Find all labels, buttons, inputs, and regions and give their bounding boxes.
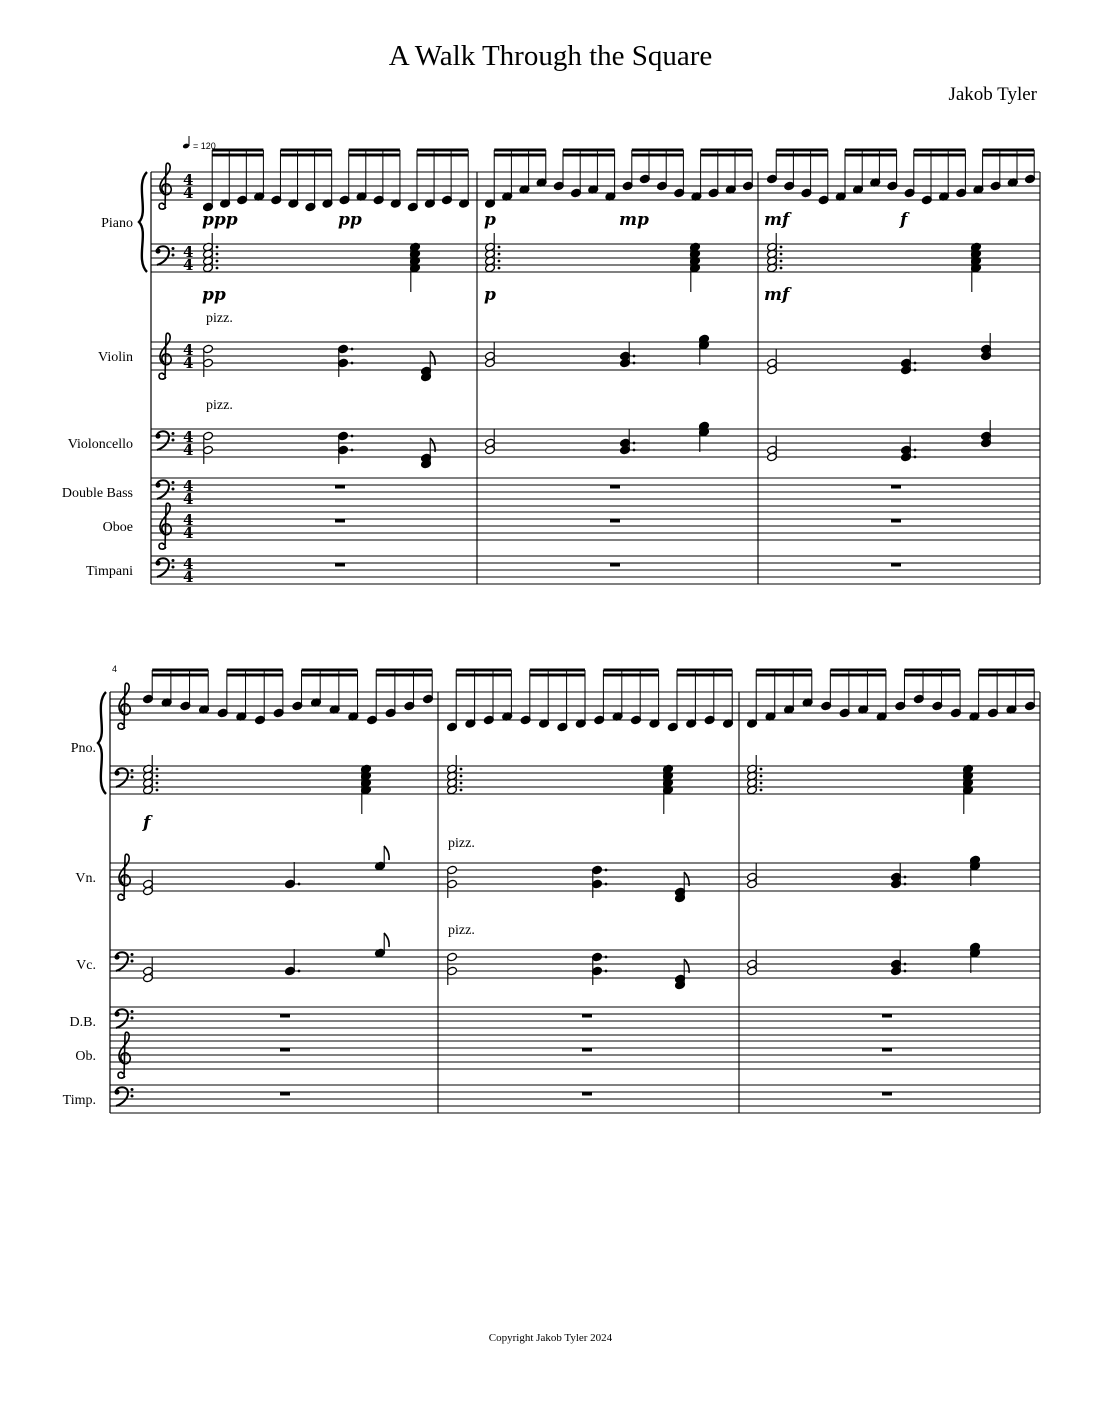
time-signature-bottom: 4 (183, 524, 194, 542)
time-signature-top: 4 (183, 428, 194, 446)
staff (151, 478, 1040, 506)
chord (375, 933, 386, 958)
augmentation-dot (298, 970, 301, 973)
augmentation-dot (498, 253, 501, 256)
time-signature-top: 4 (183, 477, 194, 495)
augmentation-dot (760, 768, 763, 771)
whole-rest (582, 1014, 592, 1018)
augmentation-dot (156, 775, 159, 778)
augmentation-dot (351, 362, 354, 365)
whole-rest (610, 519, 620, 523)
time-signature-top: 4 (183, 341, 194, 359)
whole-rest (610, 563, 620, 567)
augmentation-dot (216, 267, 219, 270)
augmentation-dot (760, 775, 763, 778)
tempo-marking (182, 136, 216, 151)
chord (203, 431, 214, 464)
instrument-label-3: Vc. (76, 958, 96, 973)
chord (690, 242, 701, 292)
pizz-violin: pizz. (206, 311, 233, 326)
sixteenth-run (203, 150, 470, 212)
tempo-text: = 120 (193, 141, 216, 151)
chord (981, 420, 992, 448)
bass-clef-icon (155, 431, 174, 450)
note-flag (384, 933, 389, 947)
string-part (203, 420, 992, 469)
augmentation-dot (498, 246, 501, 249)
chord (901, 349, 917, 375)
instrument-label-4: D.B. (69, 1015, 96, 1030)
augmentation-dot (914, 449, 917, 452)
chord (971, 242, 982, 292)
copyright-notice: Copyright Jakob Tyler 2024 (488, 1332, 613, 1344)
augmentation-dot (460, 789, 463, 792)
instrument-label-6: Timp. (62, 1093, 96, 1108)
augmentation-dot (780, 246, 783, 249)
dynamic-p-lh: p (484, 285, 496, 305)
whole-rest (891, 563, 901, 567)
time-signature-top: 4 (183, 511, 194, 529)
augmentation-dot (633, 355, 636, 358)
whole-rest (582, 1092, 592, 1096)
treble-clef-icon (159, 333, 171, 379)
chord (203, 233, 219, 273)
whole-rest (610, 485, 620, 489)
chord (767, 349, 778, 375)
chord (592, 952, 608, 985)
augmentation-dot (780, 253, 783, 256)
chord (699, 421, 710, 452)
time-signature-top: 4 (183, 243, 194, 261)
augmentation-dot (760, 789, 763, 792)
brace-icon (98, 692, 106, 794)
bass-clef-icon (155, 558, 174, 577)
augmentation-dot (460, 768, 463, 771)
dynamic-ppp: ppp (202, 210, 238, 230)
composer-name: Jakob Tyler (948, 84, 1037, 105)
chord (338, 431, 354, 464)
chord (485, 342, 496, 368)
dynamic-mf-lh: mf (764, 285, 790, 305)
treble-clef-icon (159, 503, 171, 549)
chord (410, 242, 421, 292)
augmentation-dot (914, 369, 917, 372)
bass-clef-icon (114, 768, 133, 787)
chord (963, 764, 974, 814)
whole-rest (882, 1092, 892, 1096)
augmentation-dot (914, 456, 917, 459)
whole-rest (882, 1014, 892, 1018)
dynamic-pp: pp (338, 210, 362, 230)
chord (143, 870, 154, 896)
chord (767, 233, 783, 273)
sixteenth-run (767, 150, 1036, 205)
augmentation-dot (351, 348, 354, 351)
time-signature-top: 4 (183, 555, 194, 573)
augmentation-dot (460, 782, 463, 785)
augmentation-dot (216, 246, 219, 249)
augmentation-dot (216, 253, 219, 256)
pizz-cello-sys2: pizz. (448, 923, 475, 938)
chord (447, 755, 463, 795)
augmentation-dot (460, 775, 463, 778)
augmentation-dot (156, 789, 159, 792)
dynamic-f: f (900, 210, 908, 230)
measure-number: 4 (112, 664, 118, 674)
note-flag (384, 846, 389, 860)
system-2 (63, 664, 1040, 1113)
instrument-label-2: Vn. (75, 871, 96, 886)
chord (620, 342, 636, 368)
augmentation-dot (780, 260, 783, 263)
whole-rest (891, 519, 901, 523)
augmentation-dot (904, 970, 907, 973)
augmentation-dot (914, 362, 917, 365)
augmentation-dot (605, 956, 608, 959)
time-signature-top: 4 (183, 171, 194, 189)
staff (151, 244, 1040, 272)
string-part (203, 333, 992, 382)
augmentation-dot (605, 869, 608, 872)
whole-rest (335, 485, 345, 489)
chord (891, 863, 907, 889)
chord (663, 764, 674, 814)
dynamic-p: p (484, 210, 496, 230)
instrument-label-5: Ob. (75, 1049, 96, 1064)
chord (361, 764, 372, 814)
whole-rest (280, 1092, 290, 1096)
chord (970, 942, 981, 973)
whole-rest (280, 1048, 290, 1052)
augmentation-dot (351, 435, 354, 438)
staff (151, 512, 1040, 540)
bass-clef-icon (114, 1009, 133, 1028)
chord (285, 949, 301, 976)
augmentation-dot (633, 449, 636, 452)
augmentation-dot (605, 970, 608, 973)
chord (592, 865, 608, 898)
staff (110, 1041, 1040, 1069)
bass-clef-icon (155, 480, 174, 499)
treble-clef-icon (118, 1032, 130, 1078)
chord (375, 846, 386, 871)
dynamic-mp: mp (619, 210, 649, 230)
chord (143, 755, 159, 795)
augmentation-dot (904, 963, 907, 966)
chord (981, 333, 992, 361)
whole-rest (582, 1048, 592, 1052)
whole-rest (882, 1048, 892, 1052)
whole-rest (335, 563, 345, 567)
chord (447, 865, 458, 898)
augmentation-dot (633, 442, 636, 445)
instrument-label-5: Oboe (102, 520, 133, 535)
time-signature-bottom: 4 (183, 441, 194, 459)
treble-clef-icon (118, 683, 130, 729)
chord (338, 344, 354, 377)
augmentation-dot (498, 260, 501, 263)
augmentation-dot (780, 267, 783, 270)
time-signature-bottom: 4 (183, 490, 194, 508)
augmentation-dot (216, 260, 219, 263)
augmentation-dot (605, 883, 608, 886)
augmentation-dot (904, 876, 907, 879)
augmentation-dot (156, 768, 159, 771)
time-signature-bottom: 4 (183, 256, 194, 274)
whole-rest (891, 485, 901, 489)
chord (620, 429, 636, 455)
whole-rest (335, 519, 345, 523)
chord (970, 855, 981, 886)
sixteenth-run (143, 670, 434, 725)
dynamic-pp-lh: pp (202, 285, 226, 305)
chord (485, 429, 496, 455)
score-title: A Walk Through the Square (388, 40, 713, 72)
augmentation-dot (351, 449, 354, 452)
chord (747, 863, 758, 889)
time-signature-bottom: 4 (183, 184, 194, 202)
instrument-label-0: Pno. (70, 741, 96, 756)
pizz-cello: pizz. (206, 398, 233, 413)
whole-rest (280, 1014, 290, 1018)
staff (110, 766, 1040, 794)
instrument-label-4: Double Bass (61, 486, 133, 501)
chord (891, 950, 907, 976)
time-signature-bottom: 4 (183, 568, 194, 586)
staff (151, 556, 1040, 584)
chord (699, 334, 710, 365)
instrument-label-6: Timpani (86, 564, 133, 579)
string-part (143, 933, 981, 990)
instrument-label-0: Piano (101, 216, 133, 231)
chord (901, 436, 917, 462)
dynamic-mf: mf (764, 210, 790, 230)
sixteenth-run (447, 670, 734, 732)
chord (203, 344, 214, 377)
instrument-label-2: Violin (98, 350, 133, 365)
dynamic-f-sys2: f (143, 813, 151, 833)
chord (747, 950, 758, 976)
augmentation-dot (298, 883, 301, 886)
chord (143, 957, 154, 983)
augmentation-dot (633, 362, 636, 365)
bass-clef-icon (114, 952, 133, 971)
brace-icon (139, 172, 147, 272)
staff (110, 1085, 1040, 1113)
chord (767, 436, 778, 462)
treble-clef-icon (118, 854, 130, 900)
augmentation-dot (904, 883, 907, 886)
augmentation-dot (156, 782, 159, 785)
augmentation-dot (760, 782, 763, 785)
system-1 (62, 150, 1040, 586)
string-part (143, 846, 981, 903)
time-signature-bottom: 4 (183, 354, 194, 372)
bass-clef-icon (155, 246, 174, 265)
chord (447, 952, 458, 985)
chord (747, 755, 763, 795)
pizz-violin-sys2: pizz. (448, 836, 475, 851)
treble-clef-icon (159, 163, 171, 209)
chord (285, 862, 301, 889)
staff (110, 1007, 1040, 1035)
augmentation-dot (498, 267, 501, 270)
bass-clef-icon (114, 1087, 133, 1106)
chord (485, 233, 501, 273)
instrument-label-3: Violoncello (67, 437, 133, 452)
